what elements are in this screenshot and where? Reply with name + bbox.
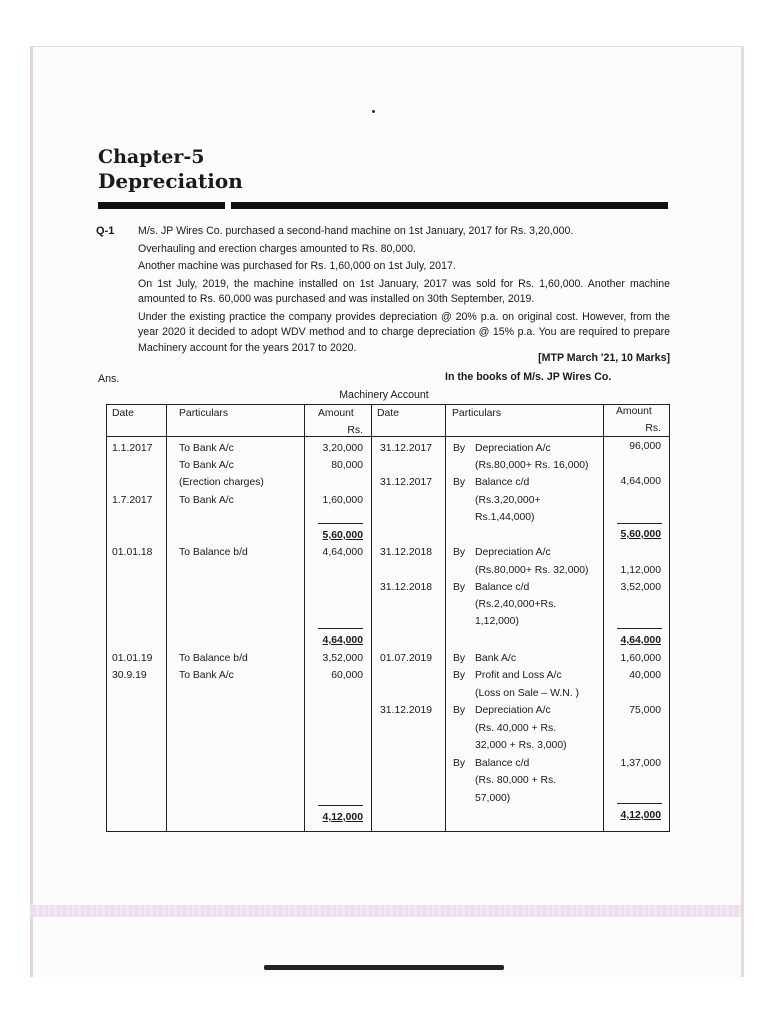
question-paragraph-5: Under the existing practice the company provides depreciation @ 20% p.a. on original cost. However, from the year 2020 it decided to adopt WDV method and to charge depreciation @ 15% p.a. You are required to prepare Machinery account for the years 2017 to 2020. <box>138 310 670 354</box>
credit-date: 31.12.2017 <box>380 443 433 454</box>
debit-total: 4,64,000 <box>322 635 363 646</box>
question-paragraph-1: M/s. JP Wires Co. purchased a second-hand machine on 1st January, 2017 for Rs. 3,20,000. <box>138 225 574 237</box>
total-rule <box>318 805 363 806</box>
debit-amount: 80,000 <box>331 460 363 471</box>
header-date-credit: Date <box>377 408 399 419</box>
question-text <box>138 224 670 358</box>
credit-date: 31.12.2017 <box>380 477 433 488</box>
credit-particular-note: (Rs.80,000+ Rs. 32,000) <box>475 565 589 576</box>
credit-particular-note: (Rs.2,40,000+Rs. <box>475 599 557 610</box>
credit-particular: Profit and Loss A/c <box>475 670 562 681</box>
debit-amount: 3,20,000 <box>322 443 363 454</box>
credit-particular: Balance c/d <box>475 582 530 593</box>
question-paragraph-2: Overhauling and erection charges amounted to Rs. 80,000. <box>138 242 416 255</box>
credit-particular-note: 32,000 + Rs. 3,000) <box>475 740 567 751</box>
credit-date: 31.12.2019 <box>380 705 433 716</box>
chapter-number: Chapter-5 <box>98 146 205 168</box>
total-rule <box>617 523 662 524</box>
debit-particular: To Bank A/c <box>179 495 234 506</box>
debit-date: 1.1.2017 <box>112 443 153 454</box>
header-date-debit: Date <box>112 408 134 419</box>
header-particulars-debit: Particulars <box>179 408 229 419</box>
debit-particular: To Bank A/c <box>179 670 234 681</box>
credit-particular: Depreciation A/c <box>475 705 551 716</box>
credit-amount: 3,52,000 <box>620 582 661 593</box>
books-of-heading: In the books of M/s. JP Wires Co. <box>445 371 612 383</box>
credit-date: 01.07.2019 <box>380 653 433 664</box>
chapter-title: Depreciation <box>98 169 243 193</box>
header-amount-debit: Amount <box>318 408 354 419</box>
question-paragraph-4: On 1st July, 2019, the machine installed on 1st January, 2017 was sold for Rs. 1,60,000. Another machine amounted to Rs. 60,000 was purchased and was installed on 30th September, 2019. <box>138 277 670 305</box>
credit-by: By <box>453 477 466 488</box>
credit-by: By <box>453 653 466 664</box>
credit-particular-note: (Rs.80,000+ Rs. 16,000) <box>475 460 589 471</box>
credit-particular-note: 1,12,000) <box>475 616 519 627</box>
credit-particular-note: (Rs. 40,000 + Rs. <box>475 723 557 734</box>
header-particulars-credit: Particulars <box>452 408 502 419</box>
credit-particular-note: 57,000) <box>475 793 511 804</box>
credit-particular-note: (Loss on Sale – W.N. ) <box>475 688 579 699</box>
debit-total: 5,60,000 <box>322 530 363 541</box>
question-label: Q-1 <box>96 225 115 237</box>
credit-amount: 1,60,000 <box>620 653 661 664</box>
header-divider <box>107 436 669 437</box>
col-divider <box>445 405 446 831</box>
answer-label: Ans. <box>98 373 120 385</box>
header-rs-debit: Rs. <box>347 425 363 436</box>
debit-particular: To Bank A/c <box>179 443 234 454</box>
header-amount-credit: Amount <box>616 406 652 417</box>
title-rule-left <box>98 202 225 209</box>
total-rule <box>318 628 363 629</box>
scan-edge-strip <box>30 905 741 917</box>
credit-particular: Depreciation A/c <box>475 547 551 558</box>
debit-particular-note: (Erection charges) <box>179 477 264 488</box>
total-rule <box>617 803 662 804</box>
credit-particular: Balance c/d <box>475 758 530 769</box>
credit-particular-note: (Rs.3,20,000+ <box>475 495 541 506</box>
title-rule-right <box>231 202 668 209</box>
credit-total: 4,12,000 <box>620 810 661 821</box>
debit-particular: To Bank A/c <box>179 460 234 471</box>
credit-particular-note: (Rs. 80,000 + Rs. <box>475 775 557 786</box>
debit-date: 01.01.19 <box>112 653 153 664</box>
credit-amount: 75,000 <box>629 705 661 716</box>
credit-by: By <box>453 547 466 558</box>
scan-dot <box>372 110 375 113</box>
col-divider <box>371 405 372 831</box>
credit-by: By <box>453 705 466 716</box>
credit-amount: 96,000 <box>629 441 661 452</box>
credit-amount: 1,12,000 <box>620 565 661 576</box>
credit-particular: Bank A/c <box>475 653 517 664</box>
debit-total: 4,12,000 <box>322 812 363 823</box>
credit-total: 4,64,000 <box>620 635 661 646</box>
col-divider <box>304 405 305 831</box>
credit-total: 5,60,000 <box>620 529 661 540</box>
col-divider <box>603 405 604 831</box>
debit-date: 01.01.18 <box>112 547 153 558</box>
credit-date: 31.12.2018 <box>380 547 433 558</box>
credit-particular: Balance c/d <box>475 477 530 488</box>
total-rule <box>617 628 662 629</box>
debit-date: 30.9.19 <box>112 670 147 681</box>
debit-amount: 4,64,000 <box>322 547 363 558</box>
credit-by: By <box>453 443 466 454</box>
col-divider <box>166 405 167 831</box>
debit-particular: To Balance b/d <box>179 547 248 558</box>
question-paragraph-3: Another machine was purchased for Rs. 1,60,000 on 1st July, 2017. <box>138 260 456 272</box>
credit-particular-note: Rs.1,44,000) <box>475 512 535 523</box>
question-source: [MTP March '21, 10 Marks] <box>538 352 670 364</box>
credit-by: By <box>453 582 466 593</box>
page-bottom-bar <box>264 965 504 970</box>
debit-amount: 3,52,000 <box>322 653 363 664</box>
credit-amount: 1,37,000 <box>620 758 661 769</box>
debit-particular: To Balance b/d <box>179 653 248 664</box>
credit-particular: Depreciation A/c <box>475 443 551 454</box>
header-rs-credit: Rs. <box>645 423 661 434</box>
machinery-account-table <box>106 404 670 832</box>
total-rule <box>318 523 363 524</box>
account-title: Machinery Account <box>339 389 429 401</box>
credit-by: By <box>453 758 466 769</box>
debit-amount: 60,000 <box>331 670 363 681</box>
debit-date: 1.7.2017 <box>112 495 153 506</box>
credit-by: By <box>453 670 466 681</box>
credit-amount: 4,64,000 <box>620 476 661 487</box>
credit-amount: 40,000 <box>629 670 661 681</box>
debit-amount: 1,60,000 <box>322 495 363 506</box>
credit-date: 31.12.2018 <box>380 582 433 593</box>
